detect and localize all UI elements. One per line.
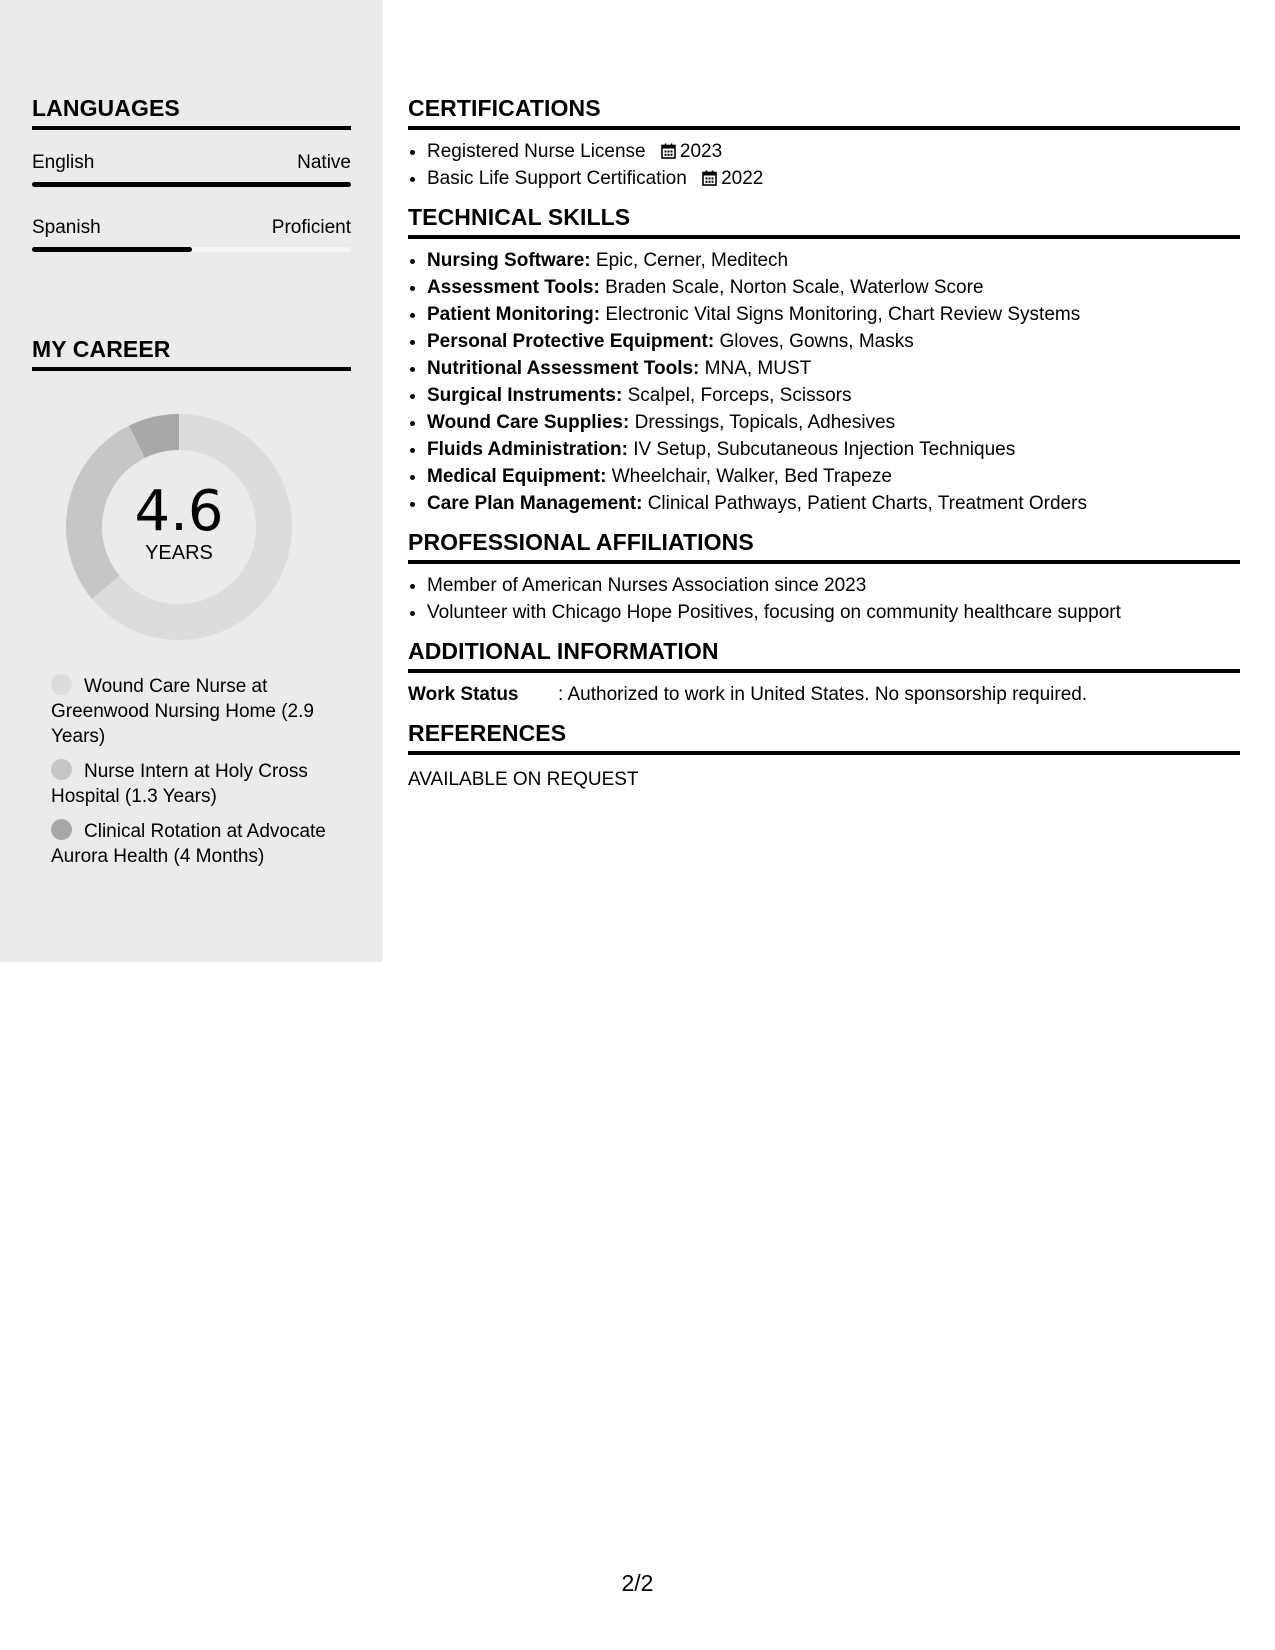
skill-value: Wheelchair, Walker, Bed Trapeze [611, 466, 892, 487]
skill-item [427, 274, 1240, 301]
skill-value: Scalpel, Forceps, Scissors [627, 385, 852, 406]
work-status-label: Work Status [408, 684, 519, 705]
skill-value: IV Setup, Subcutaneous Injection Techniques [633, 439, 1016, 460]
work-status-value: : Authorized to work in United States. No sponsorship required. [558, 684, 1088, 705]
languages-section [32, 95, 351, 252]
page-number: 2/2 [621, 1570, 654, 1596]
skill-item [427, 463, 1240, 490]
technical-skills-title: TECHNICAL SKILLS [408, 204, 1240, 239]
language-level: Native [297, 152, 351, 173]
career-legend-item [51, 674, 341, 749]
career-legend-label: Nurse Intern at Holy Cross Hospital (1.3 Years) [51, 761, 308, 807]
skill-name: Wound Care Supplies: [427, 412, 630, 433]
skill-item [427, 436, 1240, 463]
language-name: Spanish [32, 217, 101, 238]
skill-name: Personal Protective Equipment: [427, 331, 715, 352]
career-legend-label: Wound Care Nurse at Greenwood Nursing Home (2.9 Years) [51, 676, 314, 747]
sidebar [0, 0, 383, 962]
skill-item [427, 490, 1240, 517]
skill-item [427, 355, 1240, 382]
skill-item [427, 301, 1240, 328]
language-item [32, 217, 351, 252]
career-section [32, 336, 351, 371]
affiliation-item: • Volunteer with Chicago Hope Positives, focusing on community healthcare support [427, 599, 1240, 626]
language-proficiency-fill [32, 182, 351, 187]
skill-value: Epic, Cerner, Meditech [595, 250, 789, 271]
affiliations-section [408, 529, 1240, 626]
certification-name: Basic Life Support Certification [427, 168, 687, 189]
skill-value: MNA, MUST [704, 358, 812, 379]
language-item [32, 152, 351, 187]
additional-info-section [408, 638, 1240, 708]
skill-name: Nutritional Assessment Tools: [427, 358, 700, 379]
language-proficiency-bar [32, 247, 351, 252]
career-legend [51, 674, 341, 879]
skill-value: Electronic Vital Signs Monitoring, Chart Review Systems [605, 304, 1081, 325]
career-legend-item [51, 759, 341, 809]
skill-item [427, 328, 1240, 355]
affiliation-item: • Member of American Nurses Association since 2023 [427, 572, 1240, 599]
career-legend-label: Clinical Rotation at Advocate Aurora Health (4 Months) [51, 821, 326, 867]
legend-dot-icon [51, 819, 72, 840]
technical-skills-section [408, 204, 1240, 517]
skill-value: Clinical Pathways, Patient Charts, Treatment Orders [647, 493, 1087, 514]
legend-dot-icon [51, 759, 72, 780]
skill-name: Fluids Administration: [427, 439, 628, 460]
skill-value: Gloves, Gowns, Masks [719, 331, 914, 352]
career-donut-chart [66, 414, 292, 640]
references-text: AVAILABLE ON REQUEST [408, 769, 639, 790]
languages-title: LANGUAGES [32, 95, 351, 130]
skill-name: Patient Monitoring: [427, 304, 601, 325]
certifications-title: CERTIFICATIONS [408, 95, 1240, 130]
calendar-icon [661, 143, 676, 159]
language-name: English [32, 152, 95, 173]
career-total-value: 4.6 [134, 478, 224, 544]
skill-name: Nursing Software: [427, 250, 591, 271]
work-status-row [408, 681, 1240, 708]
skill-value: Braden Scale, Norton Scale, Waterlow Score [605, 277, 984, 298]
certification-year: 2022 [721, 168, 764, 189]
skill-name: Medical Equipment: [427, 466, 607, 487]
legend-dot-icon [51, 674, 72, 695]
language-level: Proficient [271, 217, 351, 238]
skill-name: Care Plan Management: [427, 493, 643, 514]
language-proficiency-fill [32, 247, 192, 252]
certification-item [427, 138, 1240, 165]
references-title: REFERENCES [408, 720, 1240, 755]
skill-value: Dressings, Topicals, Adhesives [634, 412, 896, 433]
language-proficiency-bar [32, 182, 351, 187]
career-legend-item [51, 819, 341, 869]
skill-name: Assessment Tools: [427, 277, 600, 298]
skill-item [427, 247, 1240, 274]
certification-item [427, 165, 1240, 192]
skill-item [427, 409, 1240, 436]
main-content [408, 95, 1240, 805]
affiliations-title: PROFESSIONAL AFFILIATIONS [408, 529, 1240, 564]
certifications-section [408, 95, 1240, 192]
additional-info-title: ADDITIONAL INFORMATION [408, 638, 1240, 673]
career-title: MY CAREER [32, 336, 351, 371]
calendar-icon [702, 170, 717, 186]
career-total-unit: YEARS [145, 541, 213, 564]
certification-name: Registered Nurse License [427, 141, 646, 162]
skill-name: Surgical Instruments: [427, 385, 623, 406]
references-section [408, 720, 1240, 793]
skill-item [427, 382, 1240, 409]
certification-year: 2023 [679, 141, 723, 162]
